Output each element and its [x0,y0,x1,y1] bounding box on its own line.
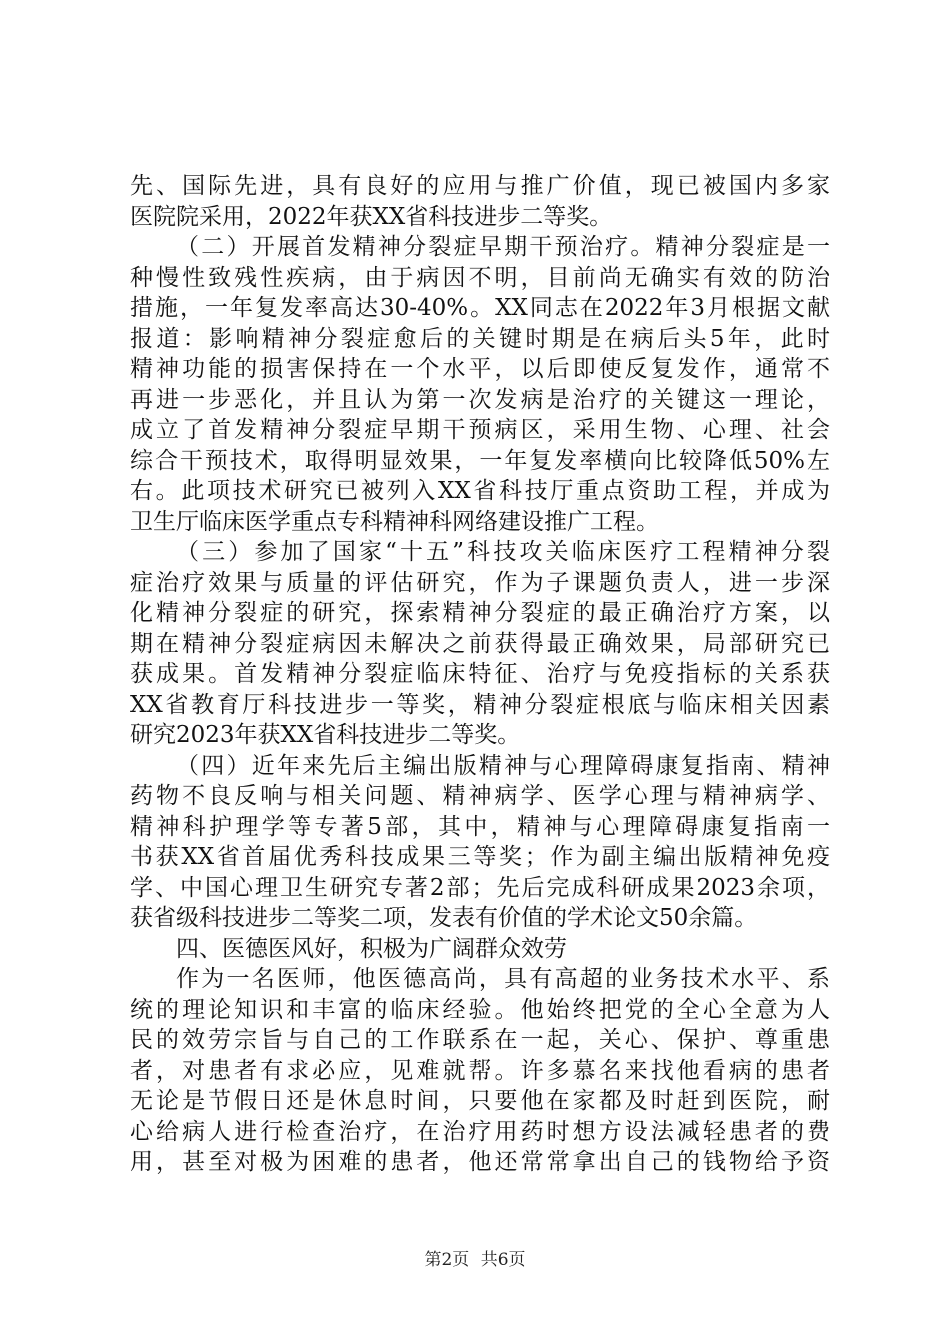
text-line: 精神功能的损害保持在一个水平，以后即使反复发作，通常不 [130,356,830,382]
text-line: 症治疗效果与质量的评估研究，作为子课题负责人，进一步深 [130,569,830,596]
paragraph-start: （四）近年来先后主编出版精神与心理障碍康复指南、精神 [176,752,830,779]
text-line: 统的理论知识和丰富的临床经验。他始终把党的全心全意为人 [130,996,830,1023]
text-line: 民的效劳宗旨与自己的工作联系在一起，关心、保护、尊重患 [130,1027,830,1053]
text-line: 心给病人进行检查治疗，在治疗用药时想方设法减轻患者的费 [130,1118,830,1145]
text-line: 期在精神分裂症病因未解决之前获得最正确效果，局部研究已 [130,630,830,657]
text-line: 医院院采用，2022年获XX省科技进步二等奖。 [130,203,613,230]
text-line: 者，对患者有求必应，见难就帮。许多慕名来找他看病的患者 [130,1057,830,1084]
text-line: 获成果。首发精神分裂症临床特征、治疗与免疫指标的关系获 [130,661,830,687]
text-line: 综合干预技术，取得明显效果，一年复发率横向比较降低50%左 [130,447,830,474]
paragraph-start: （三）参加了国家“十五”科技攻关临床医疗工程精神分裂 [176,539,830,565]
text-line: 报道：影响精神分裂症愈后的关键时期是在病后头5年，此时 [130,325,830,352]
document-body [130,171,830,1178]
text-line: 获省级科技进步二等奖二项，发表有价值的学术论文50余篇。 [130,905,758,931]
text-line: 种慢性致残性疾病，由于病因不明，目前尚无确实有效的防治 [130,264,830,291]
paragraph-start: 作为一名医师，他医德高尚，具有高超的业务技术水平、系 [176,966,830,992]
text-line: 药物不良反响与相关问题、精神病学、医学心理与精神病学、 [130,783,830,809]
paragraph-start: （二）开展首发精神分裂症早期干预治疗。精神分裂症是一 [176,234,830,260]
text-line: XX省教育厅科技进步一等奖，精神分裂症根底与临床相关因素 [130,691,830,718]
page-number: 第2页 [424,1250,470,1270]
text-line: 措施，一年复发率高达30-40%。XX同志在2022年3月根据文献 [130,295,830,321]
text-line: 用，甚至对极为困难的患者，他还常常拿出自己的钱物给予资 [130,1149,830,1175]
text-line: 先、国际先进，具有良好的应用与推广价值，现已被国内多家 [130,173,830,199]
text-line: 研究2023年获XX省科技进步二等奖。 [130,722,521,748]
text-line: 再进一步恶化，并且认为第一次发病是治疗的关键这一理论， [130,386,830,413]
text-line: 学、中国心理卫生研究专著2部；先后完成科研成果2023余项， [130,874,830,901]
text-line: 无论是节假日还是休息时间，只要他在家都及时赶到医院，耐 [130,1088,830,1114]
text-line: 成立了首发精神分裂症早期干预病区，采用生物、心理、社会 [130,417,830,443]
text-line: 右。此项技术研究已被列入XX省科技厅重点资助工程，并成为 [130,478,830,504]
text-line: 化精神分裂症的研究，探索精神分裂症的最正确治疗方案，以 [130,600,830,626]
text-line: 卫生厅临床医学重点专科精神科网络建设推广工程。 [130,508,659,535]
page-total: 共6页 [480,1250,526,1270]
page-footer [0,1245,950,1270]
section-heading: 四、医德医风好，积极为广阔群众效劳 [176,935,567,962]
text-line: 书获XX省首届优秀科技成果三等奖；作为副主编出版精神免疫 [130,844,830,870]
text-line: 精神科护理学等专著5部，其中，精神与心理障碍康复指南一 [130,813,830,840]
